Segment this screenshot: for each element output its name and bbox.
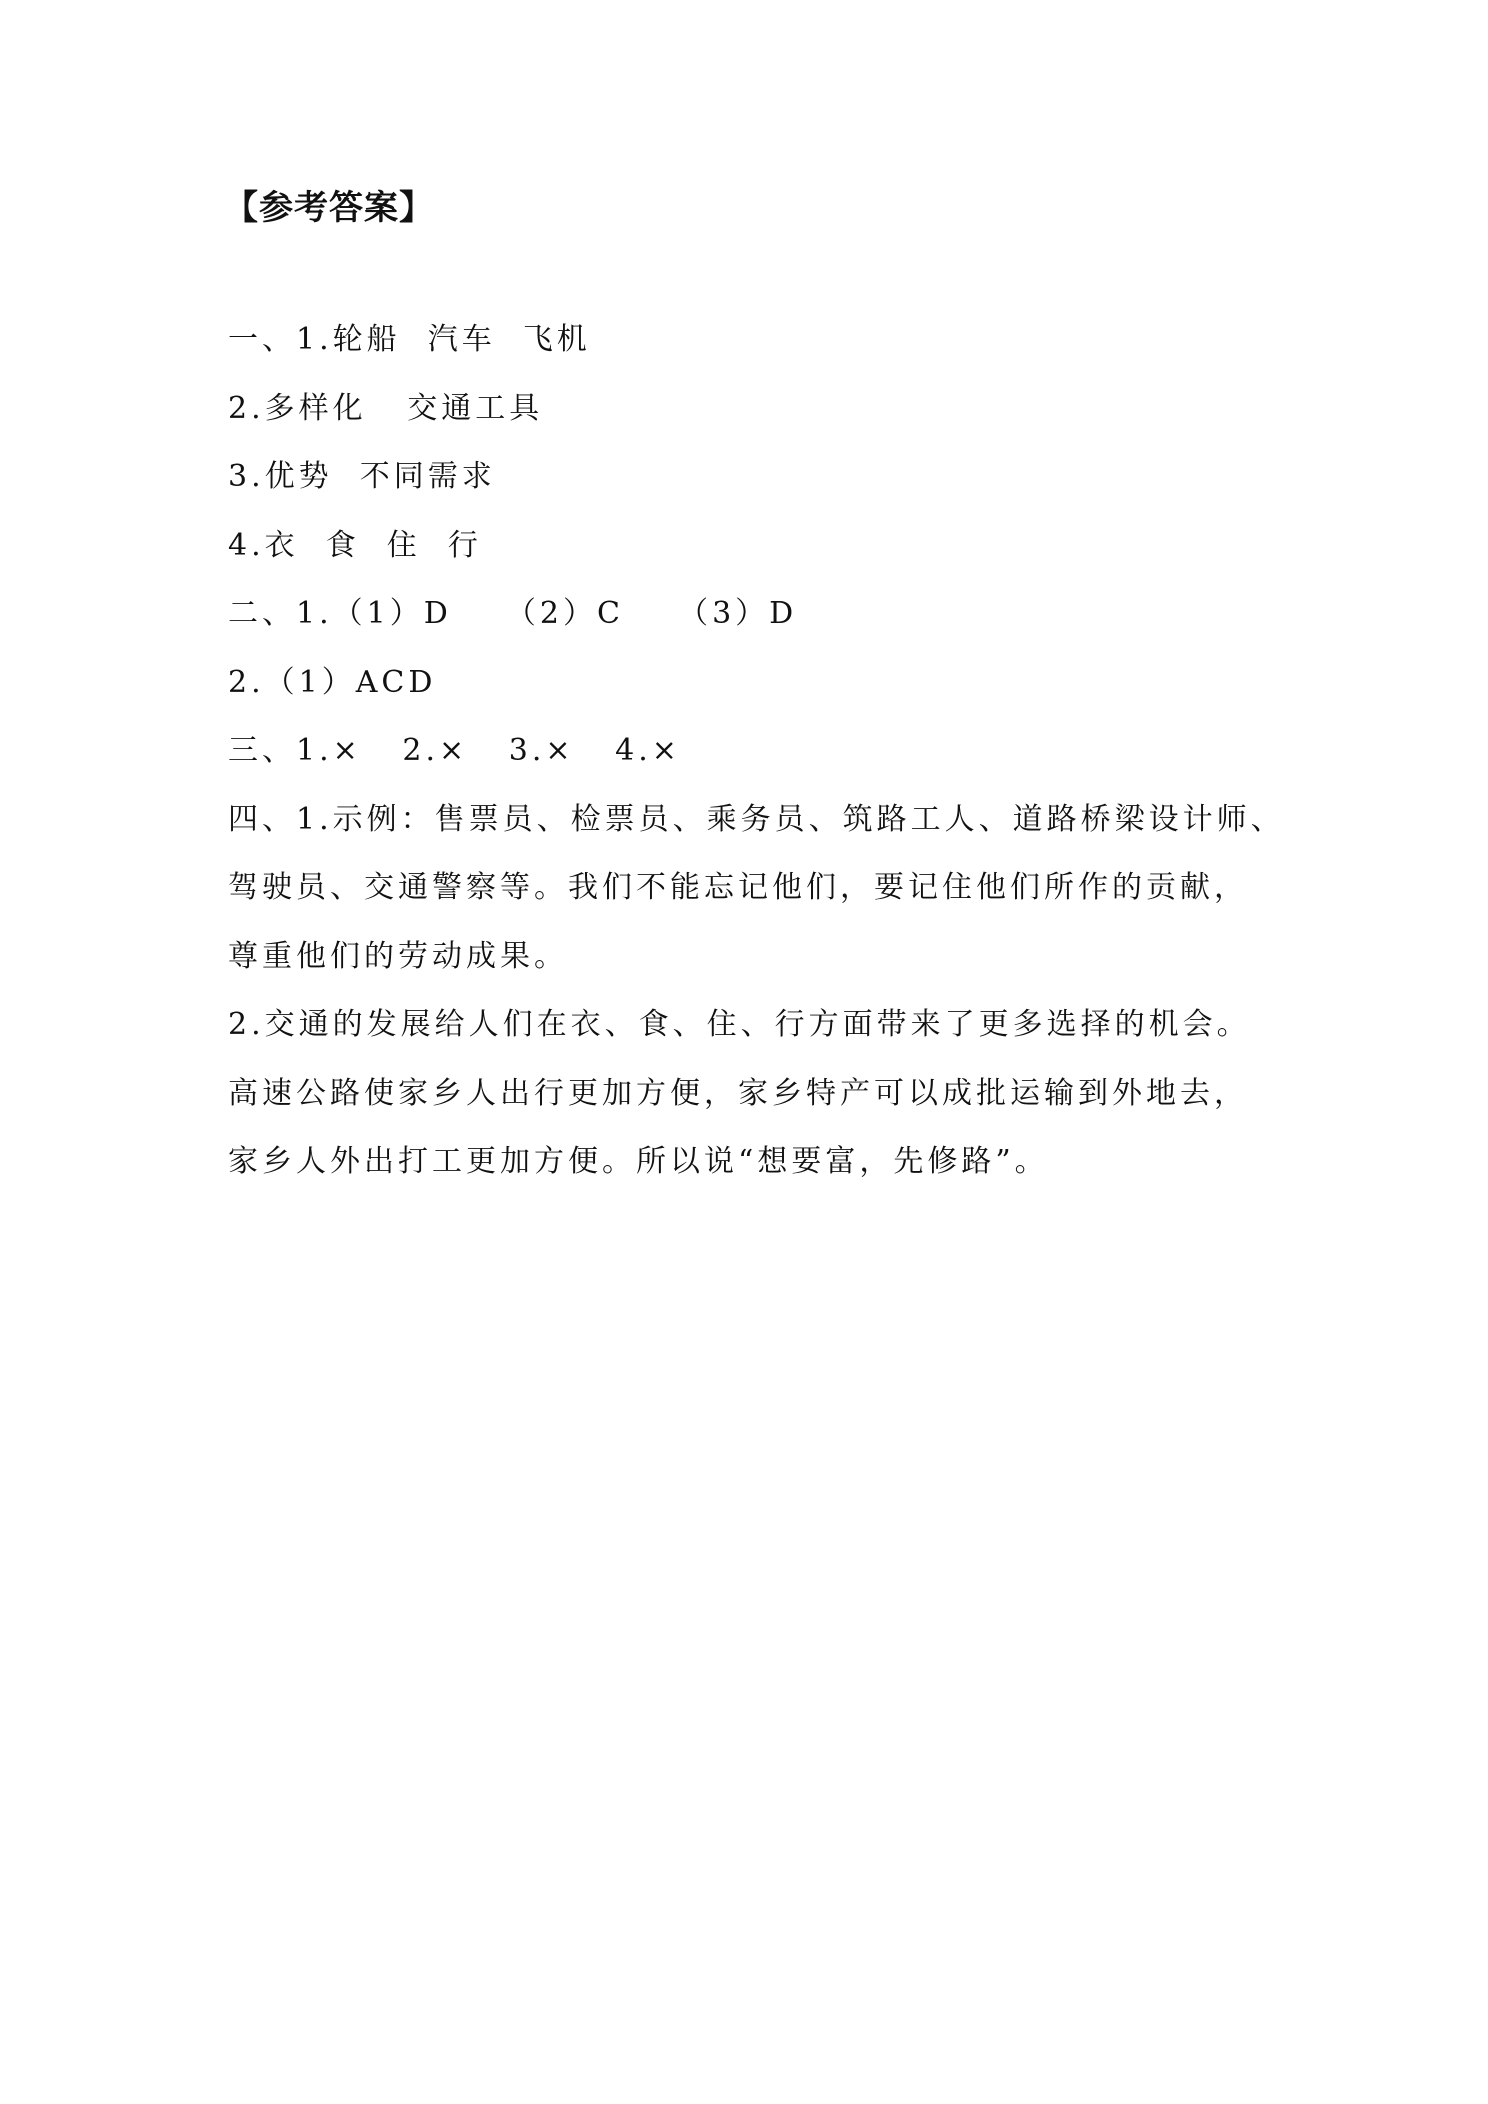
- answer-line-4-1a: 四、1.示例：售票员、检票员、乘务员、筑路工人、道路桥梁设计师、: [228, 801, 1285, 837]
- answer-heading: 【参考答案】: [224, 188, 434, 228]
- answer-line-4-2c: 家乡人外出打工更加方便。所以说“想要富，先修路”。: [228, 1144, 1049, 1179]
- answer-line-1-3: 3.优势 不同需求: [228, 459, 496, 494]
- answer-line-3: 三、1.× 2.× 3.× 4.×: [228, 733, 681, 768]
- answer-line-4-2a: 2.交通的发展给人们在衣、食、住、行方面带来了更多选择的机会。: [228, 1007, 1251, 1042]
- answer-line-1-1: 一、1.轮船 汽车 飞机: [228, 322, 591, 357]
- answer-line-1-4: 4.衣 食 住 行: [228, 527, 482, 563]
- answer-list: [228, 318, 1288, 1209]
- answer-line-2-2: 2.（1）ACD: [228, 664, 437, 700]
- answer-line-1-2: 2.多样化 交通工具: [228, 390, 544, 426]
- answer-line-4-1c: 尊重他们的劳动成果。: [228, 938, 568, 974]
- answer-line-4-2b: 高速公路使家乡人出行更加方便，家乡特产可以成批运输到外地去，: [228, 1075, 1248, 1111]
- answer-line-4-1b: 驾驶员、交通警察等。我们不能忘记他们，要记住他们所作的贡献，: [228, 870, 1248, 905]
- answer-line-2-1: 二、1.（1）D （2）C （3）D: [228, 596, 798, 631]
